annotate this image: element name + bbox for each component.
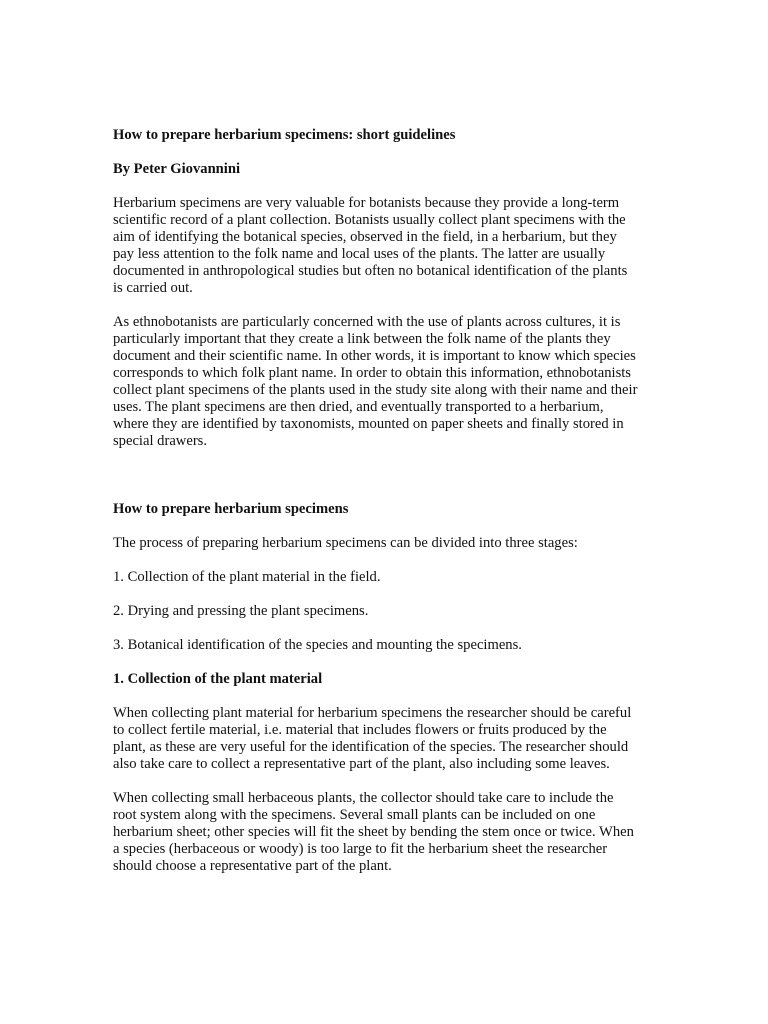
paragraph-line: particularly important that they create a link between the folk name of the plants they	[113, 331, 611, 347]
paragraph-line: corresponds to which folk plant name. In order to obtain this information, ethnobotanists	[113, 365, 631, 381]
section-heading: How to prepare herbarium specimens	[113, 501, 349, 517]
paragraph-line: aim of identifying the botanical species, observed in the field, in a herbarium, but they	[113, 229, 617, 245]
document-author: By Peter Giovannini	[113, 161, 241, 177]
paragraph-line: special drawers.	[113, 433, 208, 449]
intro-paragraph-2	[113, 314, 661, 450]
paragraph-line: to collect fertile material, i.e. material that includes flowers or fruits produced by the	[113, 722, 607, 738]
section-spacer	[113, 467, 661, 501]
paragraph-line: a species (herbaceous or woody) is too large to fit the herbarium sheet the researcher	[113, 841, 608, 857]
paragraph-line: also take care to collect a representative part of the plant, also including some leaves.	[113, 756, 610, 772]
subsection-heading: 1. Collection of the plant material	[113, 671, 323, 687]
paragraph-line: When collecting plant material for herbarium specimens the researcher should be careful	[113, 705, 632, 721]
paragraph-line: where they are identified by taxonomists, mounted on paper sheets and finally stored in	[113, 416, 624, 432]
paragraph-line: root system along with the specimens. Several small plants can be included on one	[113, 807, 596, 823]
paragraph-line: plant, as these are very useful for the identification of the species. The researcher should	[113, 739, 629, 755]
process-step-2: 2. Drying and pressing the plant specimens.	[113, 603, 369, 619]
paragraph-line: documented in anthropological studies but often no botanical identification of the plants	[113, 263, 628, 279]
paragraph-line: collect plant specimens of the plants used in the study site along with their name and their	[113, 382, 638, 398]
paragraph-line: When collecting small herbaceous plants, the collector should take care to include the	[113, 790, 614, 806]
paragraph-line: Herbarium specimens are very valuable for botanists because they provide a long-term	[113, 195, 620, 211]
collection-paragraph-1	[113, 705, 661, 773]
paragraph-line: herbarium sheet; other species will fit the sheet by bending the stem once or twice. When	[113, 824, 634, 840]
process-step-1: 1. Collection of the plant material in the field.	[113, 569, 381, 585]
paragraph-line: uses. The plant specimens are then dried, and eventually transported to a herbarium,	[113, 399, 604, 415]
paragraph-line: scientific record of a plant collection. Botanists usually collect plant specimens with the	[113, 212, 626, 228]
paragraph-line: should choose a representative part of the plant.	[113, 858, 392, 874]
paragraph-line: As ethnobotanists are particularly concerned with the use of plants across cultures, it is	[113, 314, 621, 330]
process-intro: The process of preparing herbarium specimens can be divided into three stages:	[113, 535, 578, 551]
paragraph-line: pay less attention to the folk name and local uses of the plants. The latter are usually	[113, 246, 606, 262]
paragraph-line: document and their scientific name. In other words, it is important to know which species	[113, 348, 636, 364]
intro-paragraph-1	[113, 195, 661, 297]
process-step-3: 3. Botanical identification of the species and mounting the specimens.	[113, 637, 522, 653]
paragraph-line: is carried out.	[113, 280, 193, 296]
document-title: How to prepare herbarium specimens: short guidelines	[113, 127, 456, 143]
document-page	[113, 127, 661, 892]
collection-paragraph-2	[113, 790, 661, 875]
